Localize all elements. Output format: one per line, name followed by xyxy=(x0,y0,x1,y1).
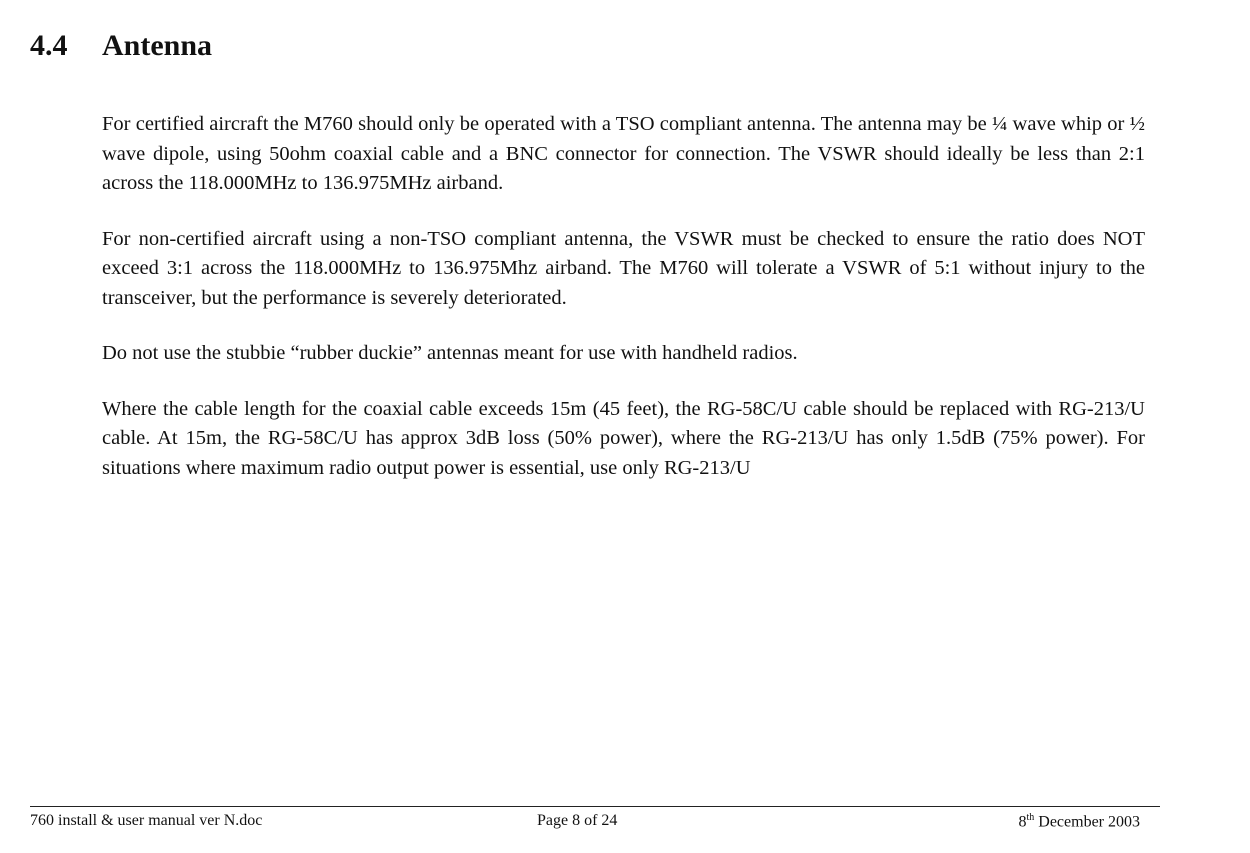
footer-divider xyxy=(30,806,1160,807)
footer-date xyxy=(1018,812,1140,831)
footer-date-suffix: th xyxy=(1026,812,1035,823)
footer-filename: 760 install & user manual ver N.doc xyxy=(30,812,263,829)
section-title: Antenna xyxy=(102,29,213,62)
paragraph-rubber-duckie: Do not use the stubbie “rubber duckie” antennas meant for use with handheld radios. xyxy=(102,342,798,364)
section-number: 4.4 xyxy=(30,29,68,62)
paragraph-certified-aircraft: For certified aircraft the M760 should only be operated with a TSO compliant antenna. The antenna may be ¼ wave whip or ½ wave dipole, using 50ohm coaxial cable and a BNC connector for connection. The VSWR should ideally be less than 2:1 across the 118.000MHz to 136.975MHz airband. xyxy=(102,113,1145,194)
body-text xyxy=(102,110,1145,509)
footer-page-number: Page 8 of 24 xyxy=(537,812,618,829)
footer-date-rest: December 2003 xyxy=(1034,813,1140,831)
paragraph-cable-length: Where the cable length for the coaxial cable exceeds 15m (45 feet), the RG-58C/U cable should be replaced with RG-213/U cable. At 15m, the RG-58C/U has approx 3dB loss (50% power), where the RG-213/U has only 1.5dB (75% power). For situations where maximum radio output power is essential, use only RG-213/U xyxy=(102,397,1145,479)
paragraph-non-certified-aircraft: For non-certified aircraft using a non-TSO compliant antenna, the VSWR must be checked to ensure the ratio does NOT exceed 3:1 across the 118.000MHz to 136.975Mhz airband. The M760 will tolerate a VSWR of 5:1 without injury to the transceiver, but the performance is severely deteriorated. xyxy=(102,227,1145,309)
section-heading xyxy=(30,28,212,64)
footer-date-day: 8 xyxy=(1018,813,1027,831)
